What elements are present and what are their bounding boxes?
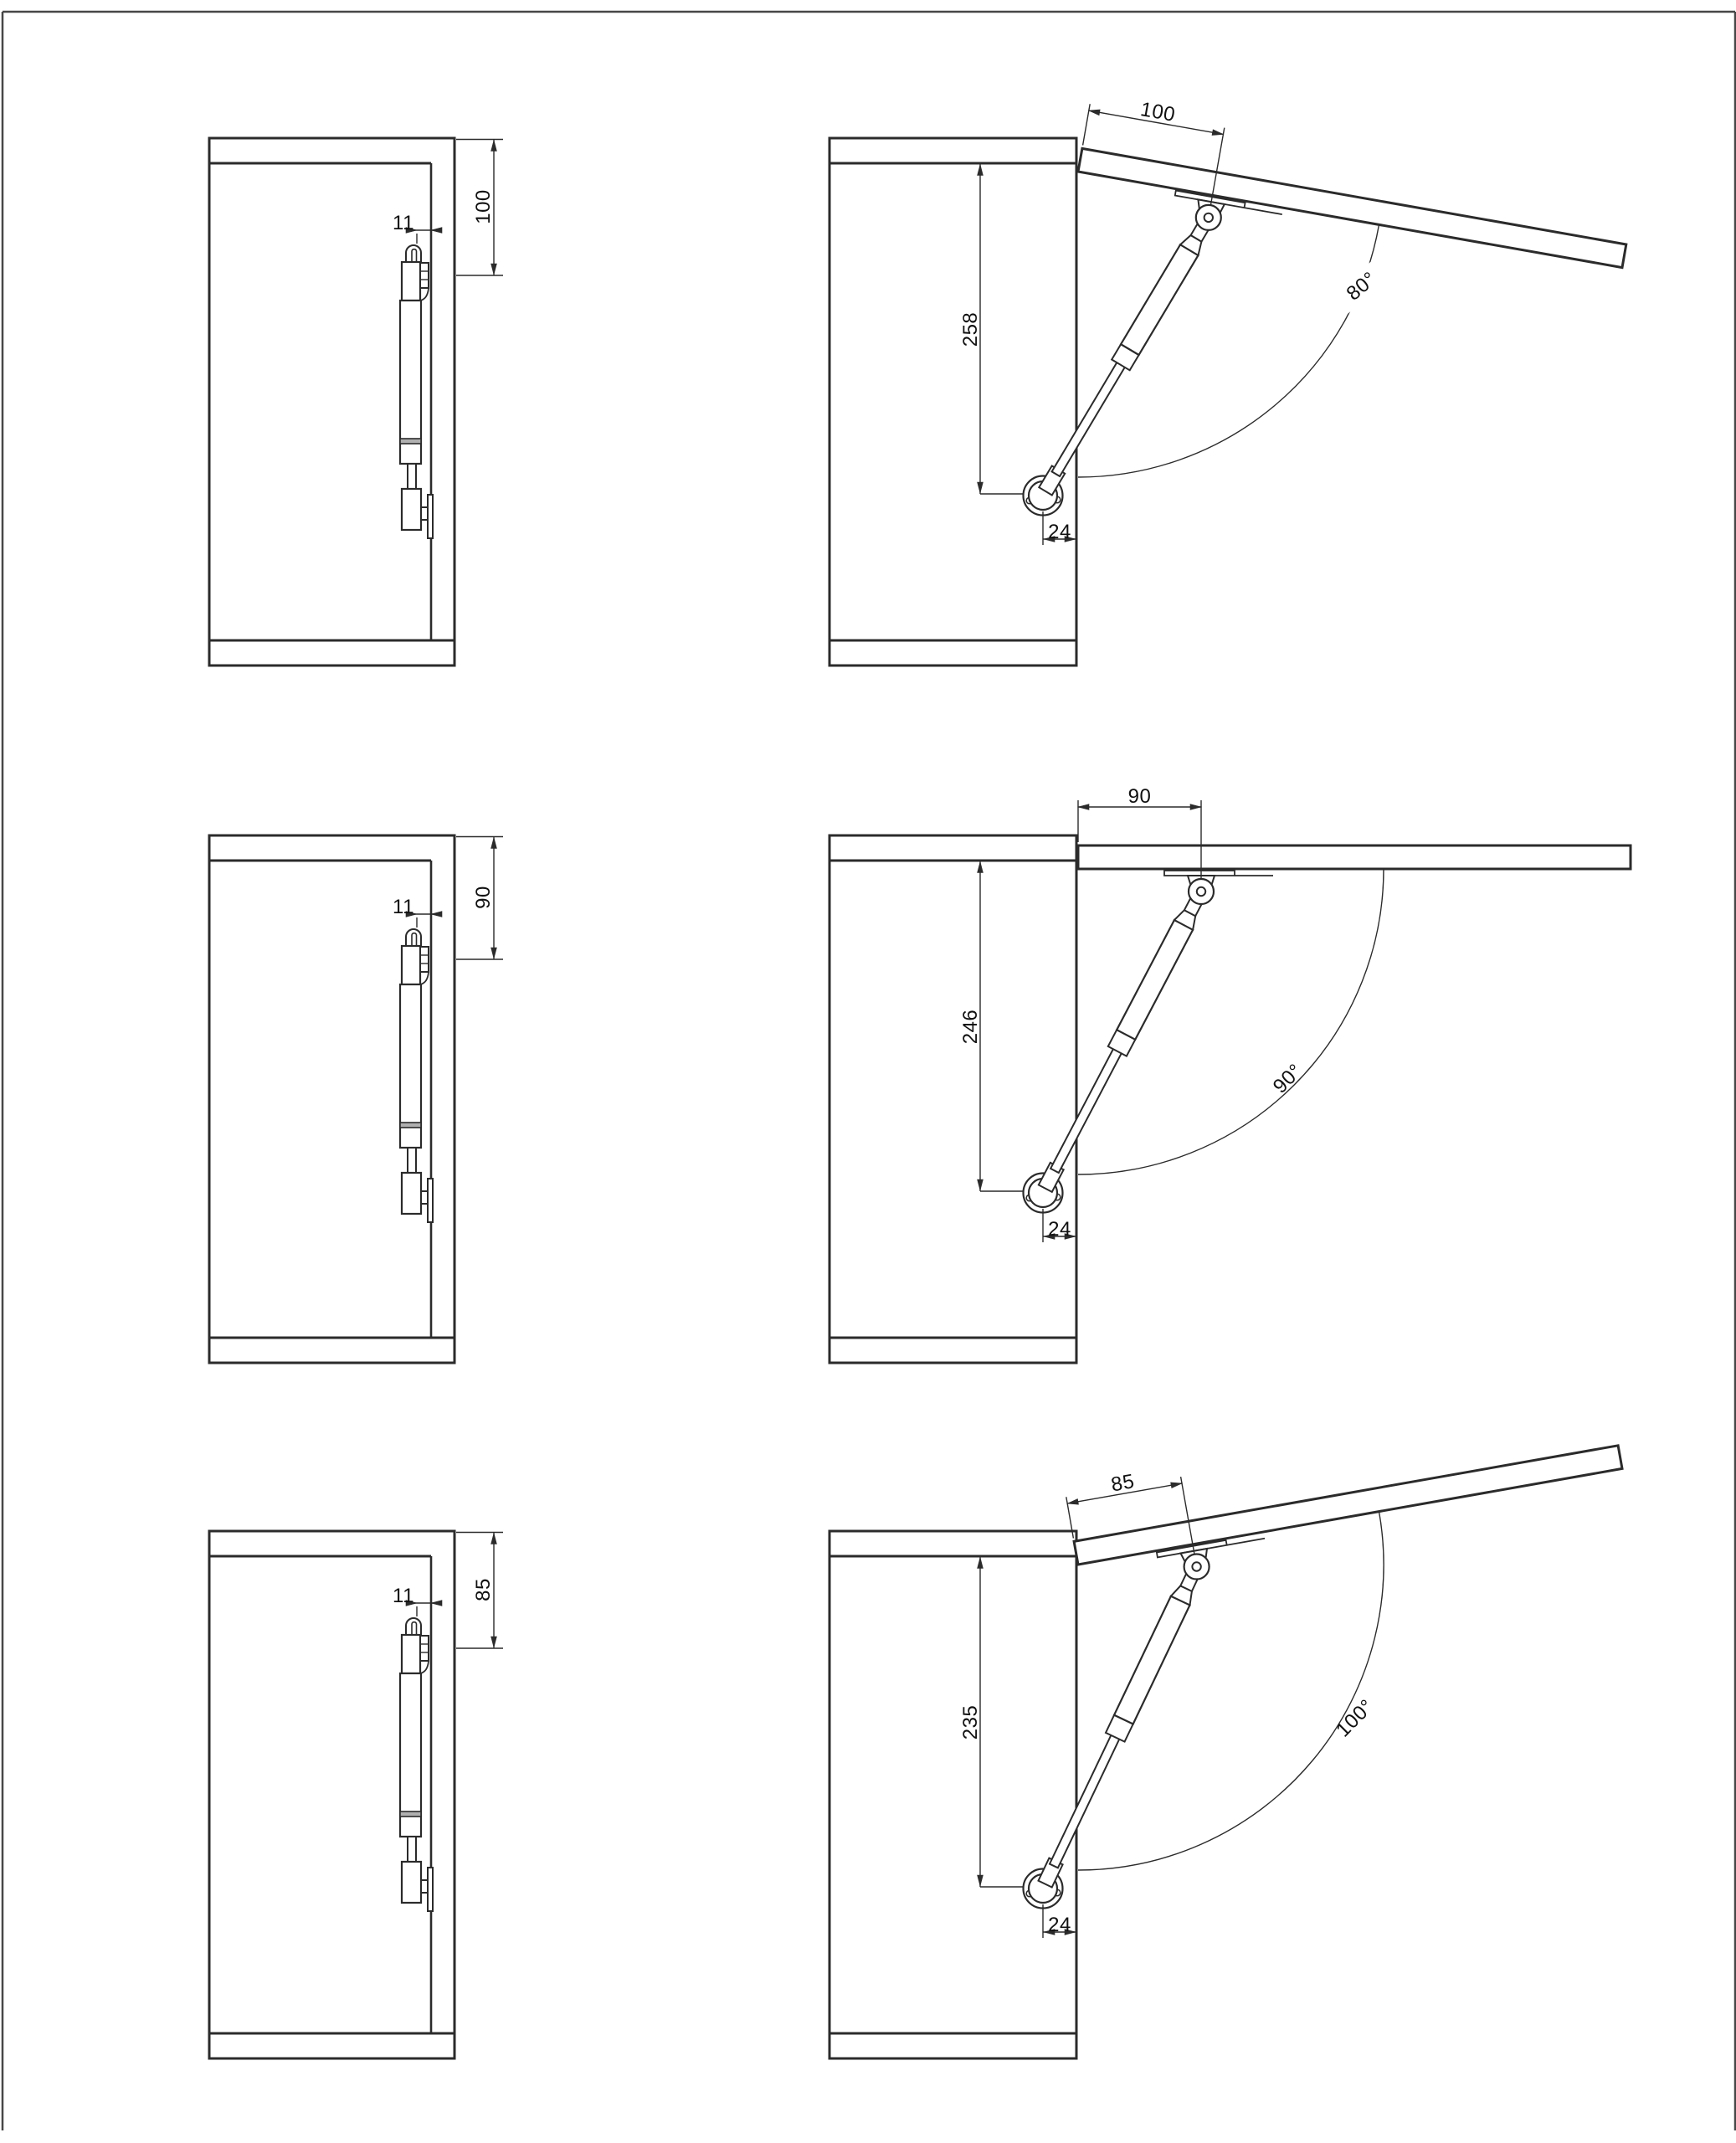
- dim-label-pivot-height: 258: [959, 311, 982, 347]
- dim-label-pivot-height: 246: [959, 1009, 982, 1045]
- dim-label-lid-distance: 85: [1109, 1470, 1137, 1497]
- gas-strut-extended: [1024, 879, 1215, 1213]
- dimension-pivot-depth: [1043, 511, 1076, 545]
- lid-open: [1078, 845, 1631, 869]
- panel-open-90deg: [829, 785, 1631, 1363]
- page-frame: [3, 12, 1735, 2130]
- dimension-angle: [1332, 1695, 1379, 1742]
- cabinet-open-side-view: [829, 138, 1076, 666]
- dim-label-top-distance: 85: [472, 1578, 495, 1601]
- panel-open-80deg: [829, 98, 1626, 666]
- dimension-angle: [1269, 1060, 1307, 1098]
- dim-label-lid-distance: 90: [1127, 785, 1152, 808]
- dim-label-side-offset: 11: [393, 896, 414, 918]
- panel-closed-row2: [209, 835, 503, 1363]
- dim-label-angle: 90°: [1268, 1059, 1307, 1098]
- dimension-pivot-depth: [1043, 1209, 1076, 1242]
- dim-label-pivot-depth: 24: [1048, 1914, 1071, 1936]
- lid-bracket: [1164, 871, 1273, 892]
- gas-strut-extended: [1024, 205, 1221, 516]
- panel-open-100deg: [829, 1446, 1622, 2058]
- lid-open: [1074, 1446, 1622, 1565]
- dimension-pivot-height: [959, 861, 1043, 1191]
- dim-label-angle: 100°: [1332, 1694, 1379, 1742]
- dim-label-side-offset: 11: [393, 1585, 414, 1607]
- dim-label-angle: 80°: [1342, 267, 1381, 306]
- dimension-pivot-depth: [1043, 1904, 1076, 1938]
- dimension-angle: [1332, 258, 1391, 314]
- lid-open: [1078, 148, 1626, 267]
- gas-strut-closed: [400, 929, 433, 1222]
- cabinet-open-side-view: [829, 1531, 1076, 2058]
- panel-closed-row3: [209, 1531, 503, 2058]
- gas-strut-closed: [400, 1618, 433, 1911]
- panel-closed-row1: [209, 138, 503, 666]
- dim-label-pivot-depth: 24: [1048, 521, 1071, 543]
- dim-label-side-offset: 11: [393, 212, 414, 234]
- dimension-pivot-height: [959, 163, 1043, 494]
- dim-label-pivot-height: 235: [959, 1704, 982, 1740]
- gas-strut-extended: [1024, 1555, 1210, 1909]
- dim-label-top-distance: 90: [472, 886, 495, 909]
- gas-strut-closed: [400, 245, 433, 538]
- dim-label-pivot-depth: 24: [1048, 1218, 1071, 1241]
- opening-angle-arc: [1078, 1512, 1384, 1870]
- dimension-pivot-height: [959, 1556, 1043, 1887]
- dim-label-lid-distance: 100: [1138, 98, 1178, 126]
- dim-label-top-distance: 100: [472, 189, 495, 224]
- cabinet-open-side-view: [829, 835, 1076, 1363]
